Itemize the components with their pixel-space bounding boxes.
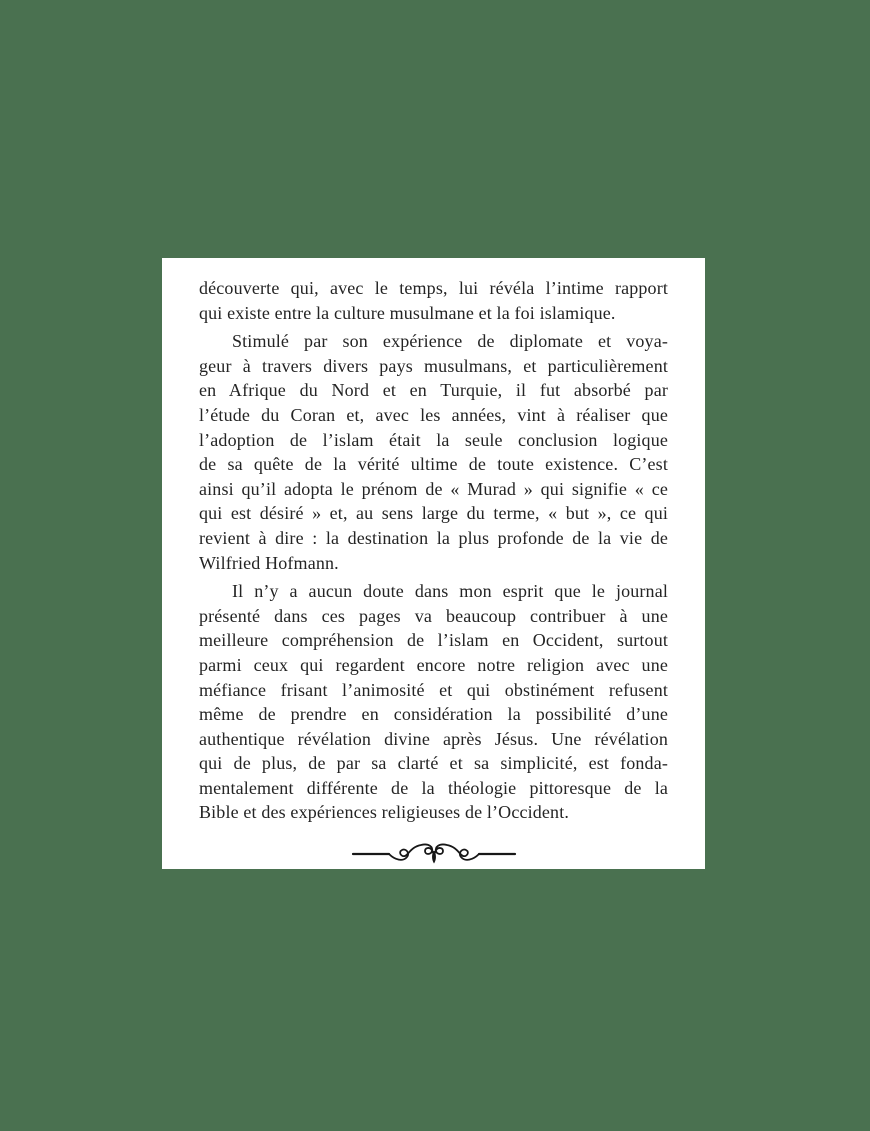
text-line: Il n’y a aucun doute dans mon esprit que le journal <box>232 581 668 602</box>
text-line: qui existe entre la culture musulmane et la foi islamique. <box>199 302 616 323</box>
text-line: geur à travers divers pays musulmans, et particulièrement <box>199 355 668 376</box>
text-line: de sa quête de la vérité ultime de toute existence. C’est <box>199 454 668 475</box>
text-line: Bible et des expériences religieuses de l’Occident. <box>199 802 570 823</box>
text-line: Stimulé par son expérience de diplomate et voya- <box>232 331 668 352</box>
text-line: ainsi qu’il adopta le prénom de « Murad » qui signifie « ce <box>199 478 668 499</box>
text-line: revient à dire : la destination la plus profonde de la vie de <box>199 527 668 548</box>
paragraph <box>199 579 668 825</box>
text-line: découverte qui, avec le temps, lui révéla l’intime rapport <box>199 278 668 298</box>
text-line: même de prendre en considération la possibilité d’une <box>199 704 668 725</box>
text-line: parmi ceux qui regardent encore notre religion avec une <box>199 654 668 675</box>
paragraph <box>199 329 668 575</box>
text-line: meilleure compréhension de l’islam en Occident, surtout <box>199 630 668 651</box>
paragraph <box>199 276 668 325</box>
text-line: l’étude du Coran et, avec les années, vint à réaliser que <box>199 404 668 425</box>
text-line: méfiance frisant l’animosité et qui obstinément refusent <box>199 679 668 700</box>
text-line: mentalement différente de la théologie pittoresque de la <box>199 777 668 798</box>
page-text <box>199 276 668 825</box>
text-line: Wilfried Hofmann. <box>199 552 339 573</box>
text-line: authentique révélation divine après Jésus. Une révélation <box>199 728 668 749</box>
text-line: l’adoption de l’islam était la seule conclusion logique <box>199 429 668 450</box>
text-line: qui de plus, de par sa clarté et sa simplicité, est fonda- <box>199 753 668 774</box>
text-line: qui est désiré » et, au sens large du terme, « but », ce qui <box>199 503 668 524</box>
flourish-divider-icon <box>351 841 517 867</box>
text-line: en Afrique du Nord et en Turquie, il fut absorbé par <box>199 380 668 401</box>
text-line: présenté dans ces pages va beaucoup contribuer à une <box>199 605 668 626</box>
book-page <box>162 258 705 869</box>
